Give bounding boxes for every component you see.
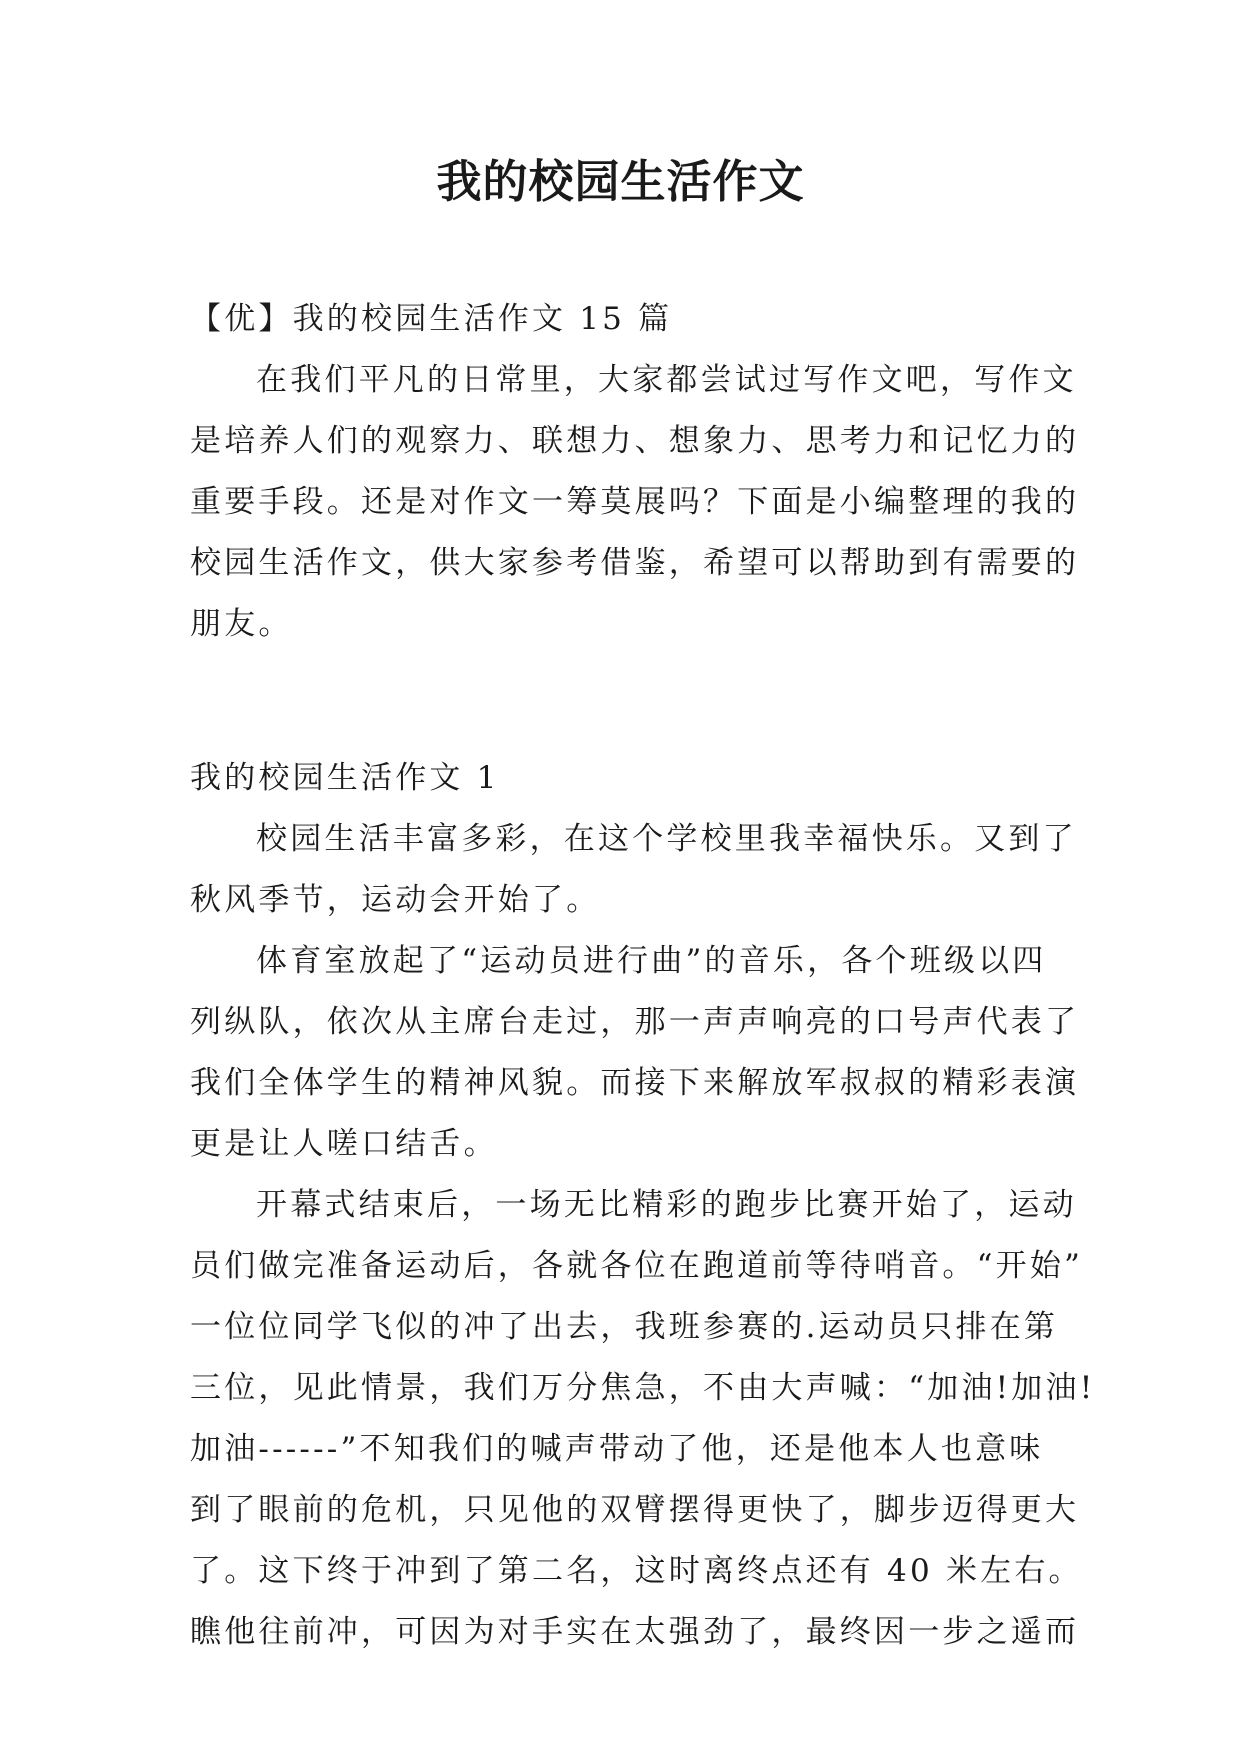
intro-line: 校园生活作文，供大家参考借鉴，希望可以帮助到有需要的 [190,545,1080,581]
intro-line: 重要手段。还是对作文一筹莫展吗？下面是小编整理的我的 [190,484,1080,520]
document-title: 我的校园生活作文 [436,155,805,208]
paragraph-gap [190,655,1050,748]
paragraph-line: 加油------”不知我们的喊声带动了他，还是他本人也意味 [190,1431,1044,1467]
paragraph-line: 瞧他往前冲，可因为对手实在太强劲了，最终因一步之遥而 [190,1614,1080,1650]
paragraph-line: 开幕式结束后，一场无比精彩的跑步比赛开始了，运动 [256,1187,1077,1223]
paragraph-line: 了。这下终于冲到了第二名，这时离终点还有 40 米左右。 [190,1553,1083,1589]
paragraph-line: 更是让人嗟口结舌。 [190,1126,498,1162]
paragraph-line: 到了眼前的危机，只见他的双臂摆得更快了，脚步迈得更大 [190,1492,1080,1528]
paragraph-line: 一位位同学飞似的冲了出去，我班参赛的.运动员只排在第 [190,1309,1059,1345]
paragraph-line: 员们做完准备运动后，各就各位在跑道前等待哨音。“开始” [190,1248,1084,1284]
paragraph-line: 秋风季节，运动会开始了。 [190,882,601,918]
intro-line: 朋友。 [190,606,293,642]
document-body [190,289,1096,1663]
paragraph-line: 校园生活丰富多彩，在这个学校里我幸福快乐。又到了 [256,821,1077,857]
intro-line: 是培养人们的观察力、联想力、想象力、思考力和记忆力的 [190,423,1080,459]
paragraph-line: 列纵队，依次从主席台走过，那一声声响亮的口号声代表了 [190,1004,1080,1040]
intro-line: 在我们平凡的日常里，大家都尝试过写作文吧，写作文 [256,362,1077,398]
paragraph-line: 我们全体学生的精神风貌。而接下来解放军叔叔的精彩表演 [190,1065,1080,1101]
paragraph-line: 体育室放起了“运动员进行曲”的音乐，各个班级以四 [256,943,1047,979]
section-heading: 我的校园生活作文 1 [190,760,500,796]
paragraph-line: 三位，见此情景，我们万分焦急，不由大声喊：“加油!加油! [190,1370,1096,1406]
document-subtitle: 【优】我的校园生活作文 15 篇 [190,301,673,337]
